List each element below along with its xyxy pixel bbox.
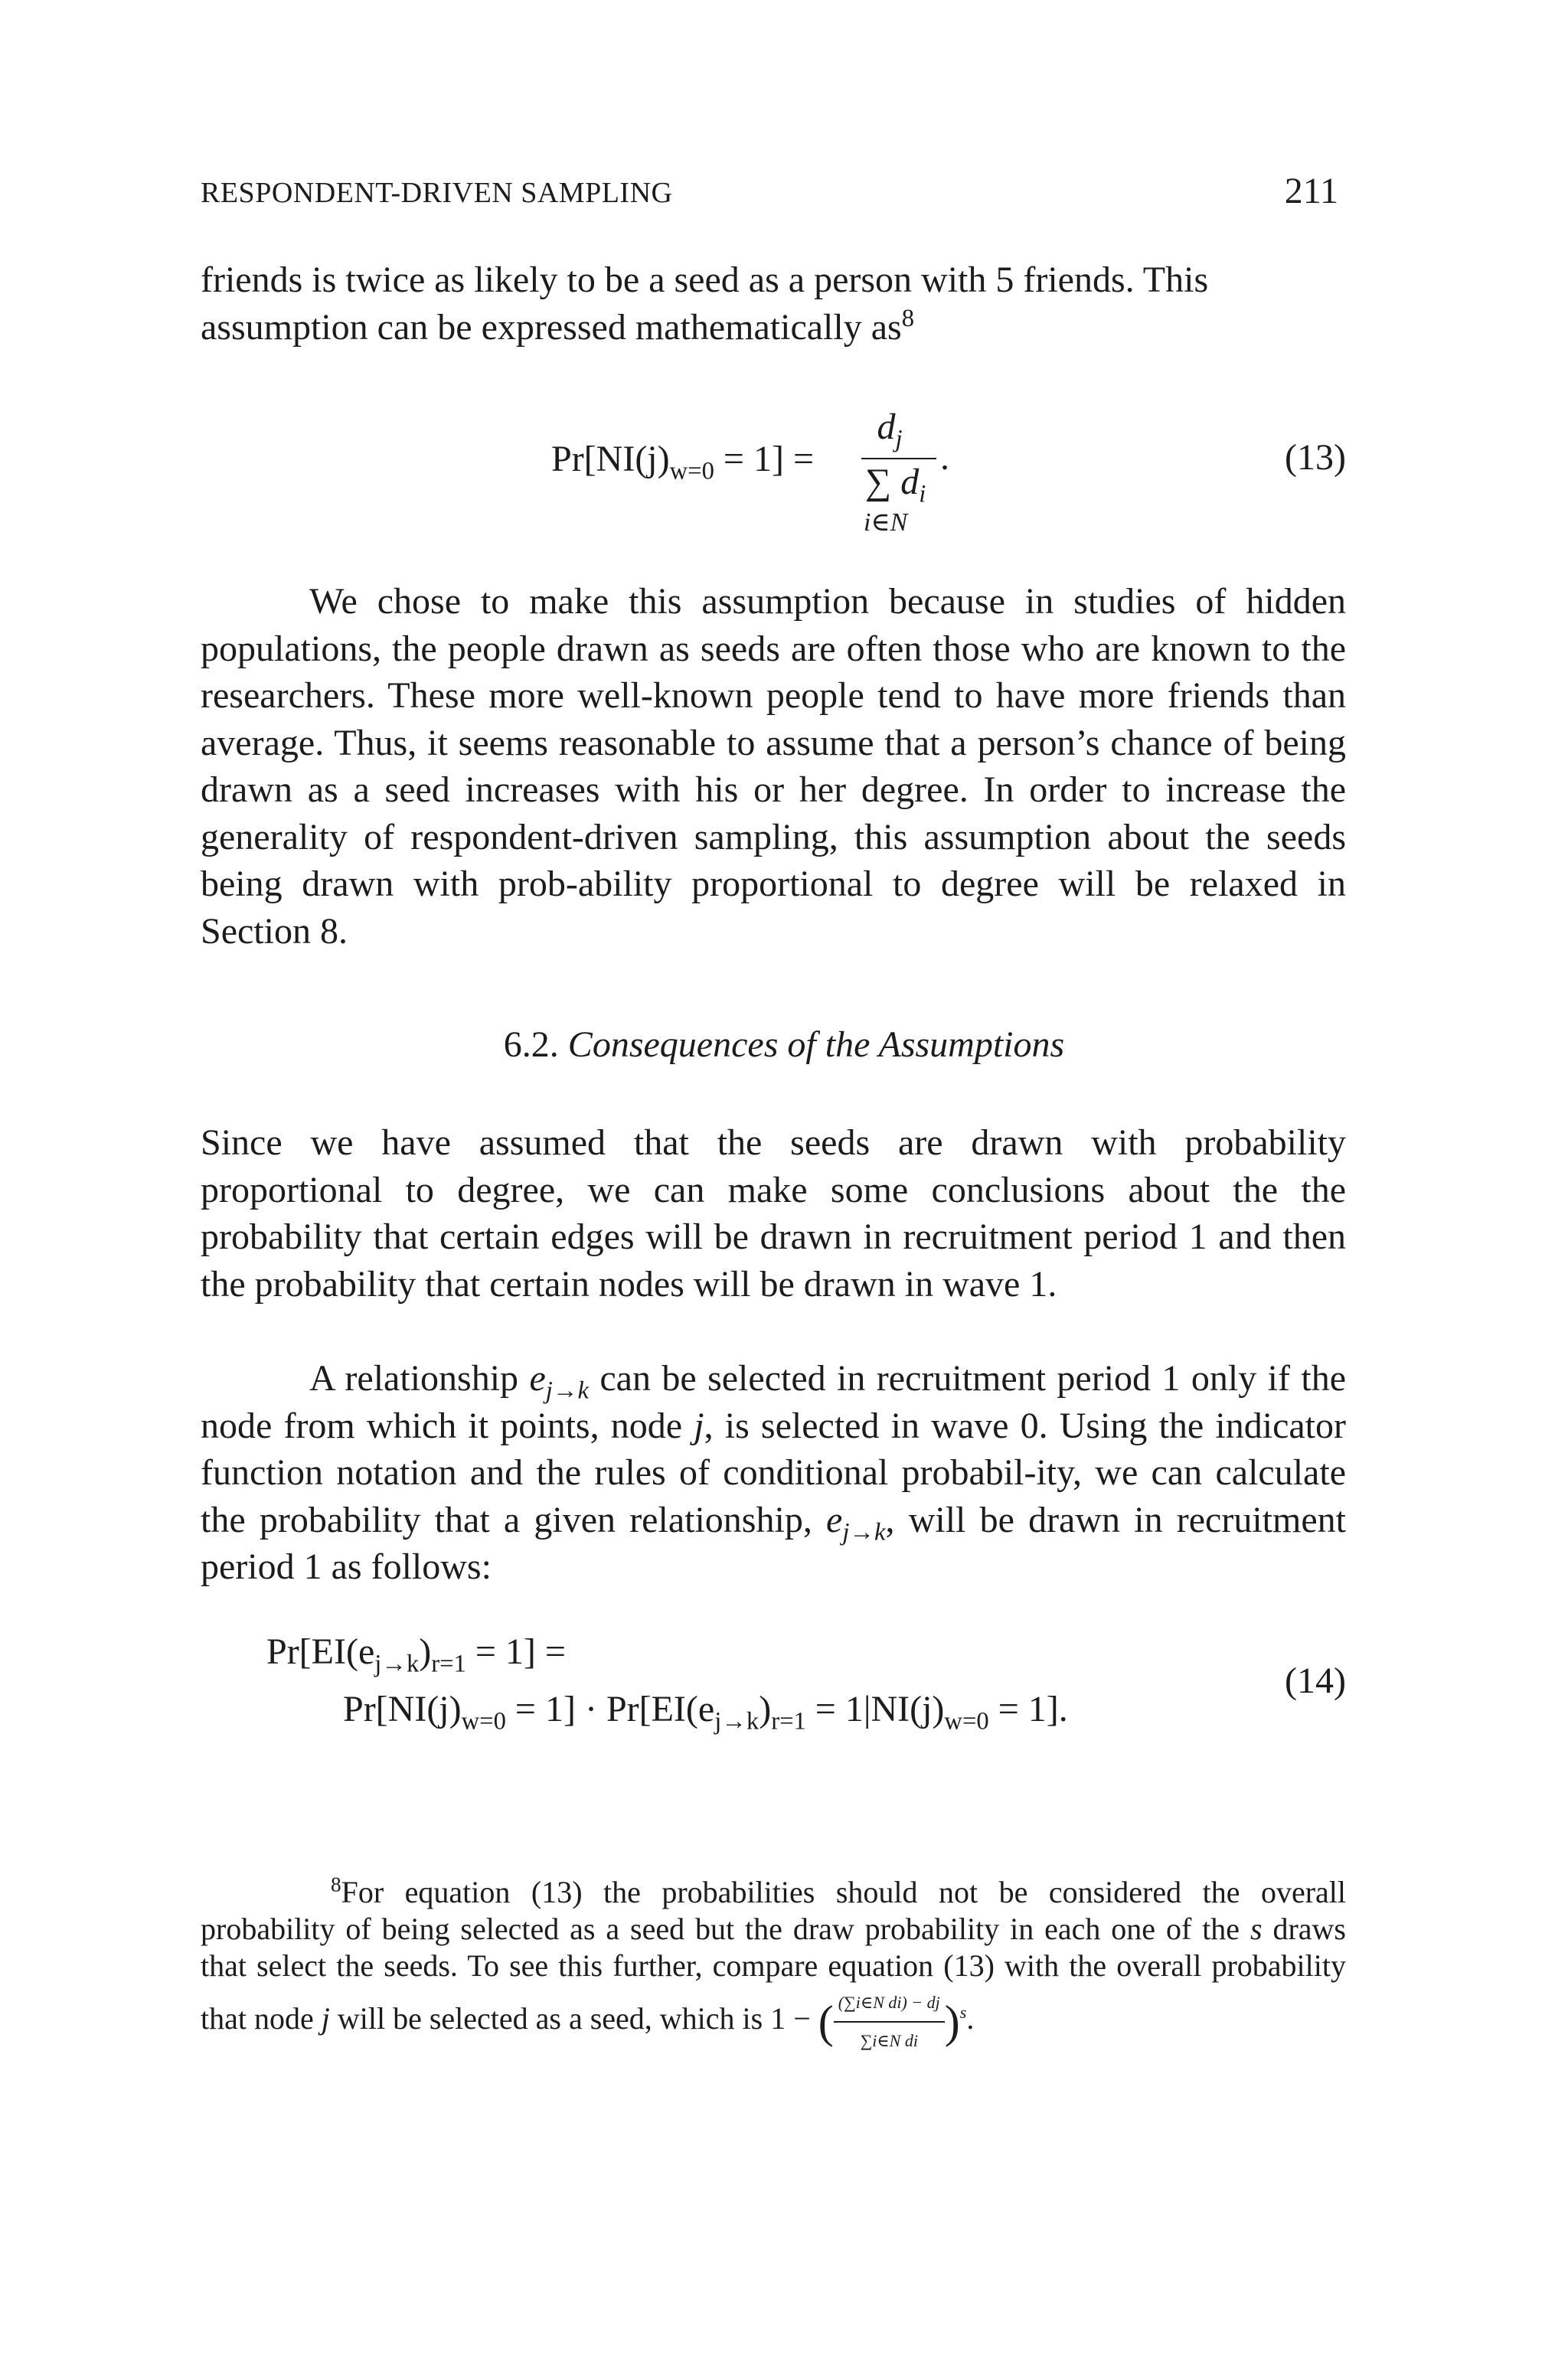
- footnote-end: .: [966, 2001, 975, 2036]
- eq13-sum-index: i∈N: [864, 508, 908, 537]
- footnote-s: s: [1250, 1912, 1263, 1946]
- eq13-numerator: d: [877, 407, 896, 447]
- para4-node: j: [694, 1405, 704, 1446]
- eq13-lhs: Pr[NI(j): [551, 439, 670, 479]
- eq14-l2-c-sub: w=0: [944, 1707, 989, 1736]
- para4-part3: , is selected in wave 0. Using the indicator function notation and the rules of conditional probabil-ity, we can calculate the probability that a given relationship,: [201, 1405, 1346, 1540]
- equation-14-line-2: [343, 1688, 1068, 1736]
- eq14-l2-b-mid: ): [759, 1689, 772, 1729]
- footnote-text-1: For equation (13) the probabilities should not be considered the overall probability of being selected as a seed but the draw probability in each one of the: [201, 1875, 1346, 1946]
- eq14-l1-sub2: r=1: [431, 1650, 466, 1678]
- footnote-8: $^8$For equation (13) the probabilities should not be considered the overall probability of being selected as a seed but the draw probability in each one of the s draws that select the seeds. To see this further, compare equation (13) with the overall probability that node j will be selected as a seed, which is 1 − ( $\frac{\text{(∑i∈N di) − dj}}{\text{∑i∈N di}}$ )$^s$.: [201, 1874, 1346, 2059]
- eq14-l1-a: Pr[EI(e: [266, 1631, 375, 1672]
- eq13-denominator-sub: i: [919, 480, 926, 508]
- eq14-l2-b-sub1: j→k: [714, 1707, 760, 1736]
- para4-edge2-sub: j→k: [842, 1518, 886, 1546]
- equation-13-label: (13): [1285, 437, 1346, 478]
- footnote-frac-den: ∑i∈N di: [860, 2031, 918, 2050]
- footnote-fraction: [834, 1984, 945, 2059]
- footnote-exponent: s: [959, 2002, 967, 2022]
- paragraph-3: Since we have assumed that the seeds are drawn with probability proportional to degree, we can make some conclusions about the the probability that certain edges will be drawn in recruitment period 1 and then the probability that certain nodes will be drawn in wave 1.: [201, 1122, 1346, 1305]
- eq13-denominator: d: [900, 462, 920, 502]
- eq13-period: .: [940, 437, 949, 478]
- section-number: 6.2.: [503, 1024, 559, 1065]
- equation-14-line-1: [266, 1631, 566, 1678]
- eq13-numerator-sub: j: [895, 425, 903, 453]
- eq14-l2-a-sub: w=0: [461, 1707, 506, 1736]
- eq14-l2-b-sub2: r=1: [771, 1707, 806, 1736]
- eq14-l1-sub1: j→k: [374, 1650, 420, 1678]
- paragraph-1: [201, 256, 1346, 351]
- footnote-j: j: [321, 2001, 330, 2036]
- para4-part1: A relationship: [309, 1358, 530, 1399]
- footnote-mark: 8: [331, 1873, 341, 1896]
- para4-edge-sub: j→k: [545, 1376, 589, 1405]
- eq13-lhs-tail: = 1] =: [714, 439, 815, 479]
- footnote-text-3: will be selected as a seed, which is 1 −: [329, 2001, 818, 2036]
- equation-14-label: (14): [1285, 1661, 1346, 1701]
- paragraph-2: We chose to make this assumption because in studies of hidden populations, the people drawn as seeds are often those who are known to the researchers. These more well-known people tend to have more friends than average. Thus, it seems reasonable to assume that a person’s chance of being drawn as a seed increases with his or her degree. In order to increase the generality of respondent-driven sampling, this assumption about the seeds being drawn with prob-ability proportional to degree will be relaxed in Section 8.: [201, 581, 1346, 952]
- para4-part2: can be selected in recruitment period 1 only if the node from which it points, node: [201, 1358, 1346, 1446]
- footnote-ref-8: 8: [901, 304, 915, 332]
- para1-line2: assumption can be expressed mathematically as: [201, 306, 902, 348]
- page-number: 211: [1284, 171, 1338, 211]
- eq13-lhs-sub: w=0: [669, 457, 714, 485]
- eq14-l1-mid: ): [419, 1631, 432, 1672]
- para4-part4: , will be drawn in recruitment period 1 as follows:: [201, 1499, 1346, 1587]
- eq14-l2-d: = 1].: [988, 1689, 1068, 1729]
- eq13-sum-symbol: ∑: [865, 462, 892, 502]
- eq14-l2-a: Pr[NI(j): [343, 1689, 462, 1729]
- section-heading: [0, 1024, 1568, 1066]
- eq14-l1-tail: = 1] =: [466, 1631, 566, 1672]
- eq14-l2-c: = 1|NI(j): [805, 1689, 945, 1729]
- para4-edge2: e: [826, 1499, 843, 1540]
- eq13-fraction-bar: [861, 458, 936, 459]
- footnote-frac-num: (∑i∈N di) − dj: [834, 1984, 945, 2023]
- eq14-l2-b: = 1] · Pr[EI(e: [505, 1689, 715, 1729]
- section-title: Consequences of the Assumptions: [567, 1024, 1065, 1065]
- running-head: RESPONDENT-DRIVEN SAMPLING: [201, 177, 673, 209]
- footnote-text-2: draws that select the seeds. To see this further, compare equation (13) with the overall probability that node: [201, 1912, 1346, 2036]
- paragraph-4: [201, 1355, 1346, 1591]
- para1-line1: friends is twice as likely to be a seed as a person with 5 friends. This: [201, 260, 1209, 300]
- para4-edge: e: [529, 1358, 546, 1399]
